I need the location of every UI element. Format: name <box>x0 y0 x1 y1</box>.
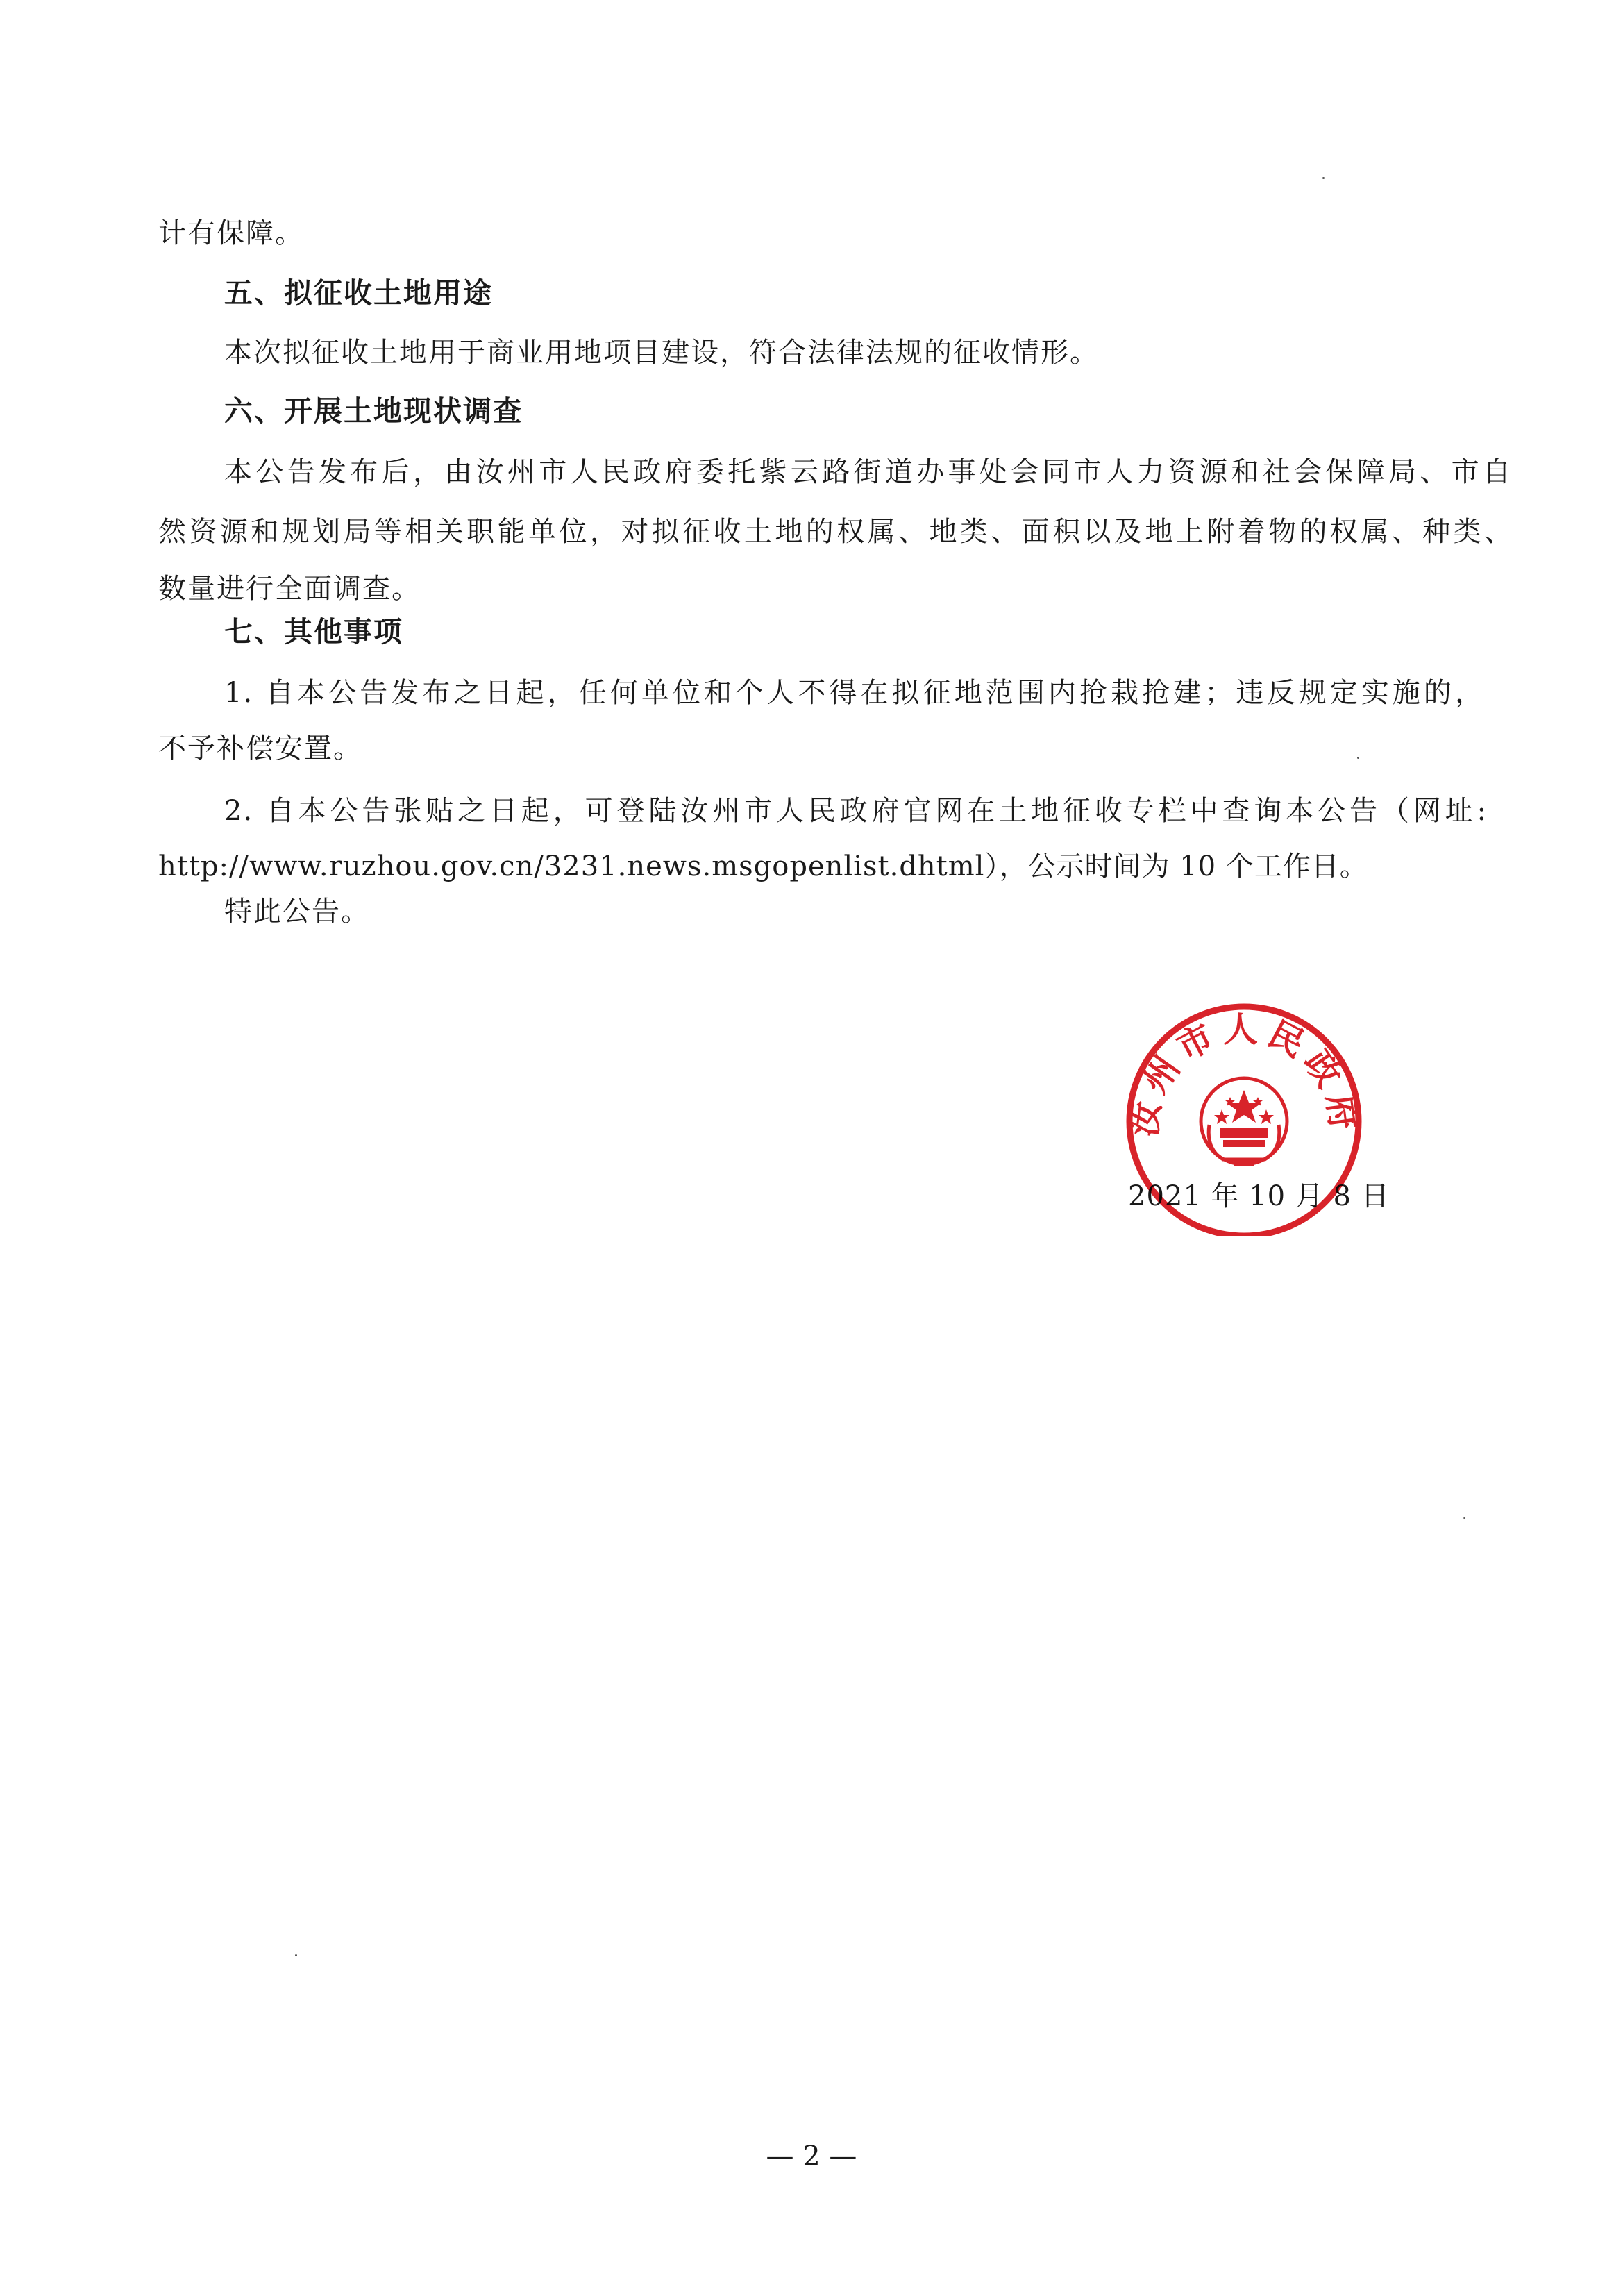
scan-speck <box>295 1954 297 1956</box>
svg-text:汝州市人民政府 <box>1123 1009 1365 1139</box>
item-2-line-2: http://www.ruzhou.gov.cn/3231.news.msgopenlist.dhtml），公示时间为 10 个工作日。 <box>158 850 1368 882</box>
seal-text: 汝州市人民政府 <box>1122 1009 1365 1139</box>
section-6-body-line-3: 数量进行全面调查。 <box>158 573 421 605</box>
issue-date: 2021 年 10 月 8 日 <box>1128 1180 1390 1212</box>
scan-speck <box>1463 1517 1465 1519</box>
scan-speck <box>1322 177 1325 179</box>
section-5-body: 本次拟征收土地用于商业用地项目建设，符合法律法规的征收情形。 <box>224 337 1099 369</box>
section-6-body-line-1: 本公告发布后，由汝州市人民政府委托紫云路街道办事处会同市人力资源和社会保障局、市自 <box>224 456 1512 488</box>
item-2-line-1: 2. 自本公告张贴之日起，可登陆汝州市人民政府官网在土地征收专栏中查询本公告（网址: <box>224 795 1488 827</box>
official-seal-stamp <box>1105 986 1376 1236</box>
scan-speck <box>1357 757 1359 759</box>
closing-phrase: 特此公告。 <box>224 896 370 928</box>
section-heading-6: 六、开展土地现状调查 <box>224 394 523 428</box>
item-1-line-1: 1. 自本公告发布之日起，任何单位和个人不得在拟征地范围内抢栽抢建；违反规定实施的， <box>224 677 1484 709</box>
section-heading-5: 五、拟征收土地用途 <box>224 276 493 310</box>
item-1-line-2: 不予补偿安置。 <box>158 732 362 764</box>
paragraph-continuation: 计有保障。 <box>158 217 304 249</box>
section-heading-7: 七、其他事项 <box>224 615 403 648</box>
page-number: — 2 — <box>766 2140 857 2172</box>
section-6-body-line-2: 然资源和规划局等相关职能单位，对拟征收土地的权属、地类、面积以及地上附着物的权属、种类、 <box>158 516 1513 548</box>
national-emblem-icon <box>1201 1078 1287 1166</box>
